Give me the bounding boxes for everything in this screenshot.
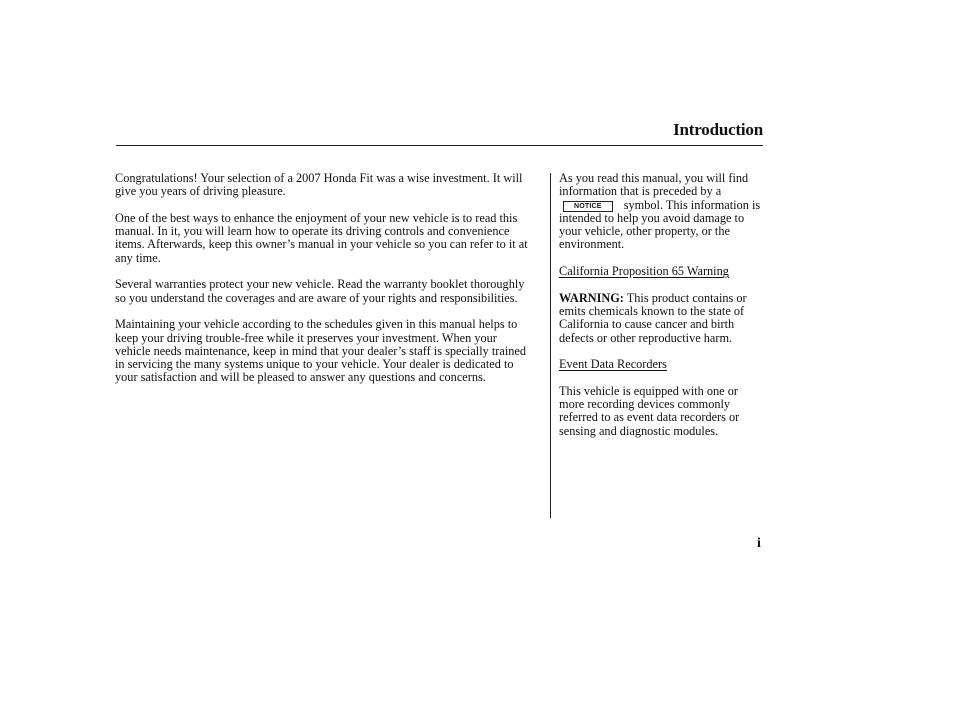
warning-label: WARNING: xyxy=(559,290,624,305)
title-rule xyxy=(116,145,763,146)
paragraph-maintenance: Maintaining your vehicle according to the schedules given in this manual helps to keep your driving trouble-free while it preserves your investment. When your vehicle needs maintenance, keep in mind that your dealer’s staff is specially trained in servicing the many systems unique to your vehicle. Your dealer is dedicated to your satisfaction and will be pleased to answer any questions and concerns. xyxy=(115,317,527,385)
paragraph-congratulations: Congratulations! Your selection of a 2007 Honda Fit was a wise investment. It will give you years of driving pleasure. xyxy=(115,171,523,199)
prop65-heading xyxy=(559,265,764,278)
paragraph-warranties: Several warranties protect your new vehicle. Read the warranty booklet thoroughly so you understand the coverages and are aware of your rights and responsibilities. xyxy=(115,277,525,305)
warning-text: This product contains or emits chemicals known to the state of California to cause cancer and birth defects or other reproductive harm. xyxy=(559,290,747,345)
notice-symbol-icon: NOTICE xyxy=(563,201,613,212)
prop65-heading-text: California Proposition 65 Warning xyxy=(559,264,729,279)
warning-paragraph xyxy=(559,292,764,345)
notice-intro-text: As you read this manual, you will find information that is preceded by a xyxy=(559,171,749,199)
left-column xyxy=(115,172,535,398)
page-title: Introduction xyxy=(673,120,763,139)
edr-heading-text: Event Data Recorders xyxy=(559,357,667,372)
edr-paragraph: This vehicle is equipped with one or more recording devices commonly referred to as event data recorders or sensing and diagnostic modules. xyxy=(559,383,740,438)
edr-heading xyxy=(559,358,764,371)
notice-intro-text-after: symbol. This information is intended to help you avoid damage to your vehicle, other property, or the environment. xyxy=(559,197,761,252)
notice-paragraph xyxy=(559,172,764,252)
column-divider xyxy=(550,173,551,518)
paragraph-manual-enjoyment: One of the best ways to enhance the enjoyment of your new vehicle is to read this manual. In it, you will learn how to operate its driving controls and convenience items. Afterwards, keep this owner’s manual in your vehicle so you can refer to it at any time. xyxy=(115,210,528,265)
right-column xyxy=(559,172,764,451)
page-number: i xyxy=(757,536,761,551)
